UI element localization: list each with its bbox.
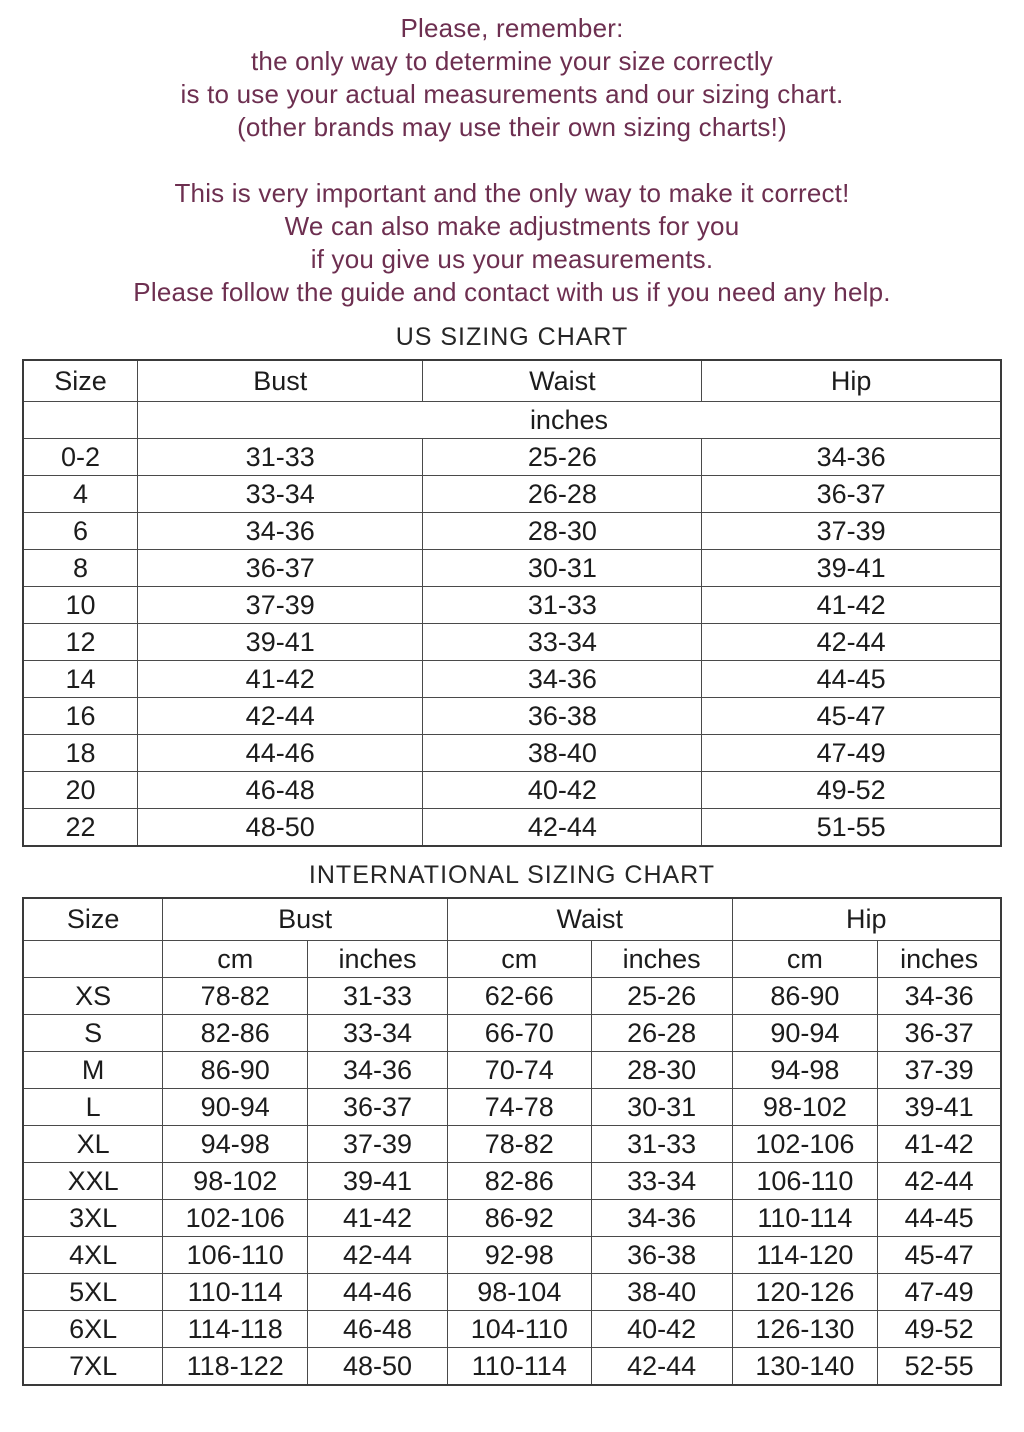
table-row <box>23 772 1001 809</box>
table-cell: 92-98 <box>447 1237 591 1274</box>
table-cell: 40-42 <box>591 1311 732 1348</box>
table-cell: 38-40 <box>591 1274 732 1311</box>
table-row <box>23 587 1001 624</box>
table-cell: 90-94 <box>732 1015 878 1052</box>
table-row <box>23 1052 1001 1089</box>
intro-line: the only way to determine your size correctly <box>251 46 773 76</box>
table-row <box>23 1274 1001 1311</box>
column-header-hip: Hip <box>702 360 1001 402</box>
us-unit-row <box>23 402 1001 439</box>
table-row <box>23 1311 1001 1348</box>
table-cell: 42-44 <box>308 1237 448 1274</box>
column-header-bust: Bust <box>163 898 448 941</box>
table-cell: 4 <box>23 476 137 513</box>
table-cell: 37-39 <box>308 1126 448 1163</box>
international-sizing-table <box>22 897 1002 1386</box>
table-cell: 74-78 <box>447 1089 591 1126</box>
table-cell: S <box>23 1015 163 1052</box>
table-cell: 78-82 <box>447 1126 591 1163</box>
table-cell: 31-33 <box>308 978 448 1015</box>
table-cell: 30-31 <box>423 550 702 587</box>
table-row <box>23 978 1001 1015</box>
us-header-row <box>23 360 1001 402</box>
table-cell: 118-122 <box>163 1348 308 1386</box>
table-cell: 102-106 <box>163 1200 308 1237</box>
table-cell: 39-41 <box>702 550 1001 587</box>
unit-label-bust-cm: cm <box>163 941 308 978</box>
table-cell: 36-37 <box>878 1015 1001 1052</box>
table-cell: 94-98 <box>163 1126 308 1163</box>
table-cell: 34-36 <box>308 1052 448 1089</box>
table-cell: 37-39 <box>702 513 1001 550</box>
table-cell: 36-38 <box>591 1237 732 1274</box>
table-cell: 41-42 <box>878 1126 1001 1163</box>
table-cell: 42-44 <box>591 1348 732 1386</box>
table-cell: 18 <box>23 735 137 772</box>
intro-line: This is very important and the only way to make it correct! <box>174 178 850 208</box>
table-cell: 28-30 <box>591 1052 732 1089</box>
table-cell: 86-90 <box>163 1052 308 1089</box>
table-cell: 36-38 <box>423 698 702 735</box>
table-cell: 82-86 <box>447 1163 591 1200</box>
unit-label-bust-inches: inches <box>308 941 448 978</box>
table-cell: 98-102 <box>163 1163 308 1200</box>
table-cell: 44-45 <box>702 661 1001 698</box>
table-cell: 66-70 <box>447 1015 591 1052</box>
column-header-waist: Waist <box>423 360 702 402</box>
table-row <box>23 476 1001 513</box>
table-cell: XS <box>23 978 163 1015</box>
table-cell: 41-42 <box>308 1200 448 1237</box>
table-cell: 6 <box>23 513 137 550</box>
table-cell: 36-37 <box>702 476 1001 513</box>
unit-label-waist-cm: cm <box>447 941 591 978</box>
table-cell: 42-44 <box>137 698 423 735</box>
table-cell: 25-26 <box>591 978 732 1015</box>
us-chart-title: US SIZING CHART <box>395 323 629 351</box>
table-cell: 70-74 <box>447 1052 591 1089</box>
table-cell: 90-94 <box>163 1089 308 1126</box>
intro-line: (other brands may use their own sizing charts!) <box>237 112 787 142</box>
table-cell: 120-126 <box>732 1274 878 1311</box>
column-header-size: Size <box>23 360 137 402</box>
table-cell: 86-92 <box>447 1200 591 1237</box>
intro-line: Please, remember: <box>400 13 624 43</box>
table-cell: 114-120 <box>732 1237 878 1274</box>
table-row <box>23 735 1001 772</box>
table-cell: 40-42 <box>423 772 702 809</box>
table-cell: 48-50 <box>308 1348 448 1386</box>
empty-cell <box>23 941 163 978</box>
table-cell: 3XL <box>23 1200 163 1237</box>
table-cell: M <box>23 1052 163 1089</box>
table-cell: 31-33 <box>137 439 423 476</box>
table-cell: L <box>23 1089 163 1126</box>
intro-paragraph-reminder <box>0 12 1024 144</box>
table-cell: 106-110 <box>732 1163 878 1200</box>
table-row <box>23 698 1001 735</box>
table-cell: 47-49 <box>878 1274 1001 1311</box>
intro-line: We can also make adjustments for you <box>284 211 740 241</box>
table-cell: 51-55 <box>702 809 1001 847</box>
column-header-hip: Hip <box>732 898 1001 941</box>
table-row <box>23 1348 1001 1386</box>
table-cell: 34-36 <box>591 1200 732 1237</box>
table-row <box>23 624 1001 661</box>
table-cell: 28-30 <box>423 513 702 550</box>
us-table-body <box>23 439 1001 847</box>
table-cell: 33-34 <box>308 1015 448 1052</box>
table-row <box>23 809 1001 847</box>
table-cell: XXL <box>23 1163 163 1200</box>
table-cell: 25-26 <box>423 439 702 476</box>
table-row <box>23 550 1001 587</box>
column-header-size: Size <box>23 898 163 941</box>
table-cell: 41-42 <box>137 661 423 698</box>
table-cell: 82-86 <box>163 1015 308 1052</box>
intro-line: if you give us your measurements. <box>310 244 714 274</box>
table-cell: 33-34 <box>591 1163 732 1200</box>
table-cell: 130-140 <box>732 1348 878 1386</box>
table-cell: 36-37 <box>137 550 423 587</box>
table-cell: 16 <box>23 698 137 735</box>
table-row <box>23 1163 1001 1200</box>
intl-table-body <box>23 978 1001 1386</box>
table-cell: 94-98 <box>732 1052 878 1089</box>
table-cell: 12 <box>23 624 137 661</box>
unit-label-waist-inches: inches <box>591 941 732 978</box>
table-cell: 34-36 <box>423 661 702 698</box>
unit-label-hip-cm: cm <box>732 941 878 978</box>
table-cell: 34-36 <box>137 513 423 550</box>
table-cell: 7XL <box>23 1348 163 1386</box>
intl-unit-row <box>23 941 1001 978</box>
table-cell: 39-41 <box>878 1089 1001 1126</box>
table-cell: 104-110 <box>447 1311 591 1348</box>
table-cell: 39-41 <box>308 1163 448 1200</box>
table-row <box>23 1237 1001 1274</box>
table-cell: 33-34 <box>137 476 423 513</box>
table-cell: 30-31 <box>591 1089 732 1126</box>
table-cell: 114-118 <box>163 1311 308 1348</box>
table-cell: 36-37 <box>308 1089 448 1126</box>
table-cell: 37-39 <box>878 1052 1001 1089</box>
table-cell: 41-42 <box>702 587 1001 624</box>
table-cell: 98-102 <box>732 1089 878 1126</box>
table-cell: 34-36 <box>702 439 1001 476</box>
intro-paragraph-important <box>0 177 1024 309</box>
unit-label-hip-inches: inches <box>878 941 1001 978</box>
table-row <box>23 1089 1001 1126</box>
table-cell: 106-110 <box>163 1237 308 1274</box>
table-cell: 62-66 <box>447 978 591 1015</box>
table-cell: 34-36 <box>878 978 1001 1015</box>
international-chart-title: INTERNATIONAL SIZING CHART <box>308 861 716 889</box>
table-cell: 26-28 <box>591 1015 732 1052</box>
table-cell: 38-40 <box>423 735 702 772</box>
table-cell: 42-44 <box>878 1163 1001 1200</box>
table-cell: 33-34 <box>423 624 702 661</box>
table-cell: 49-52 <box>702 772 1001 809</box>
column-header-bust: Bust <box>137 360 423 402</box>
table-cell: 110-114 <box>163 1274 308 1311</box>
table-cell: 45-47 <box>878 1237 1001 1274</box>
table-cell: 14 <box>23 661 137 698</box>
intro-line: is to use your actual measurements and our sizing chart. <box>180 79 844 109</box>
table-cell: 102-106 <box>732 1126 878 1163</box>
empty-cell <box>23 402 137 439</box>
table-cell: 42-44 <box>423 809 702 847</box>
us-sizing-table <box>22 359 1002 847</box>
table-cell: 44-46 <box>137 735 423 772</box>
intl-header-row <box>23 898 1001 941</box>
table-cell: 86-90 <box>732 978 878 1015</box>
table-cell: 20 <box>23 772 137 809</box>
table-cell: 31-33 <box>423 587 702 624</box>
table-cell: 110-114 <box>447 1348 591 1386</box>
table-cell: 39-41 <box>137 624 423 661</box>
table-cell: 8 <box>23 550 137 587</box>
table-cell: 44-46 <box>308 1274 448 1311</box>
unit-label-inches: inches <box>137 402 1001 439</box>
column-header-waist: Waist <box>447 898 732 941</box>
table-row <box>23 661 1001 698</box>
table-cell: 31-33 <box>591 1126 732 1163</box>
table-cell: 52-55 <box>878 1348 1001 1386</box>
table-cell: 22 <box>23 809 137 847</box>
table-cell: 10 <box>23 587 137 624</box>
table-cell: 110-114 <box>732 1200 878 1237</box>
table-cell: 46-48 <box>308 1311 448 1348</box>
table-cell: 44-45 <box>878 1200 1001 1237</box>
table-cell: 4XL <box>23 1237 163 1274</box>
table-row <box>23 439 1001 476</box>
table-cell: 48-50 <box>137 809 423 847</box>
table-cell: 6XL <box>23 1311 163 1348</box>
table-cell: 78-82 <box>163 978 308 1015</box>
table-cell: 46-48 <box>137 772 423 809</box>
table-row <box>23 1126 1001 1163</box>
table-cell: 49-52 <box>878 1311 1001 1348</box>
table-row <box>23 1200 1001 1237</box>
table-cell: 126-130 <box>732 1311 878 1348</box>
table-cell: 42-44 <box>702 624 1001 661</box>
table-cell: 47-49 <box>702 735 1001 772</box>
table-row <box>23 1015 1001 1052</box>
intro-text-block <box>0 0 1024 309</box>
table-cell: 5XL <box>23 1274 163 1311</box>
intro-line: Please follow the guide and contact with us if you need any help. <box>133 277 891 307</box>
table-cell: XL <box>23 1126 163 1163</box>
table-cell: 45-47 <box>702 698 1001 735</box>
table-cell: 98-104 <box>447 1274 591 1311</box>
table-cell: 0-2 <box>23 439 137 476</box>
table-row <box>23 513 1001 550</box>
table-cell: 26-28 <box>423 476 702 513</box>
table-cell: 37-39 <box>137 587 423 624</box>
